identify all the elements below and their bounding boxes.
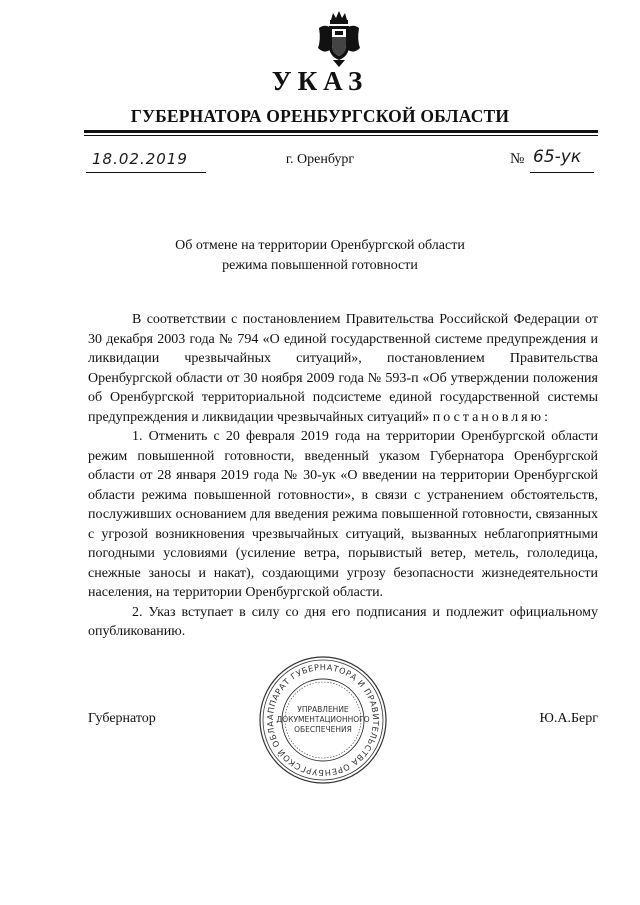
official-seal-stamp (257, 654, 389, 786)
coat-of-arms-icon (316, 10, 362, 68)
seal-outer-text: АППАРАТ ГУБЕРНАТОРА И ПРАВИТЕЛЬСТВА ОРЕНБУРГСКОЙ ОБЛА (264, 661, 382, 779)
clause-2: 2. Указ вступает в силу со дня его подписания и подлежит официальному опубликованию. (88, 604, 598, 639)
subject-line-1: Об отмене на территории Оренбургской области (175, 238, 465, 253)
header-rule-thick (84, 130, 598, 133)
document-number: 65-ук (533, 147, 582, 167)
document-type-title: УКАЗ (271, 66, 369, 96)
decree-keyword: постановляю: (432, 409, 551, 425)
seal-inner-line-3: ОБЕСПЕЧЕНИЯ (294, 725, 352, 734)
signatory-name: Ю.А.Берг (539, 711, 598, 726)
seal-inner-line-2: ДОКУМЕНТАЦИОННОГО (276, 715, 370, 724)
city-label: г. Оренбург (285, 152, 355, 167)
document-date: 18.02.2019 (92, 150, 188, 168)
preamble-text: В соответствии с постановлением Правительства Российской Федерации от 30 декабря 2003 года № 794 «О единой государственной системе предупреждения и ликвидации чрезвычайных ситуаций», постановлением Правительства Оренбургской области от 30 ноября 2009 года № 593-п «Об утверждении положения об Оренбургской территориальной подсистеме единой государственной системы предупреждения и ликвидации чрезвычайных ситуаций» (88, 312, 598, 425)
number-sign: № (510, 151, 525, 167)
document-subject (0, 236, 640, 276)
document-body (88, 310, 598, 642)
issuer-title: ГУБЕРНАТОРА ОРЕНБУРГСКОЙ ОБЛАСТИ (130, 106, 510, 126)
preamble-paragraph (88, 310, 598, 427)
clause-1: 1. Отменить с 20 февраля 2019 года на территории Оренбургской области режим повышенной готовности, введенный указом Губернатора Оренбургской области от 28 января 2019 года № 30-ук «О введении на территории Оренбургской области режима повышенной готовности», в связи с устранением обстоятельств, послуживших основанием для введения режима повышенной готовности, связанных с угрозой возникновения чрезвычайных ситуаций, вызванных неблагоприятными погодными условиями (усиление ветра, порывистый ветер, метель, гололедица, снежные заносы и накат), создающими угрозу безопасности жизнедеятельности населения, на территории Оренбургской области. (88, 429, 598, 600)
header-rule-thin (84, 135, 598, 136)
seal-inner-line-1: УПРАВЛЕНИЕ (297, 705, 349, 714)
subject-line-2: режима повышенной готовности (222, 258, 418, 273)
signatory-position: Губернатор (88, 711, 156, 726)
